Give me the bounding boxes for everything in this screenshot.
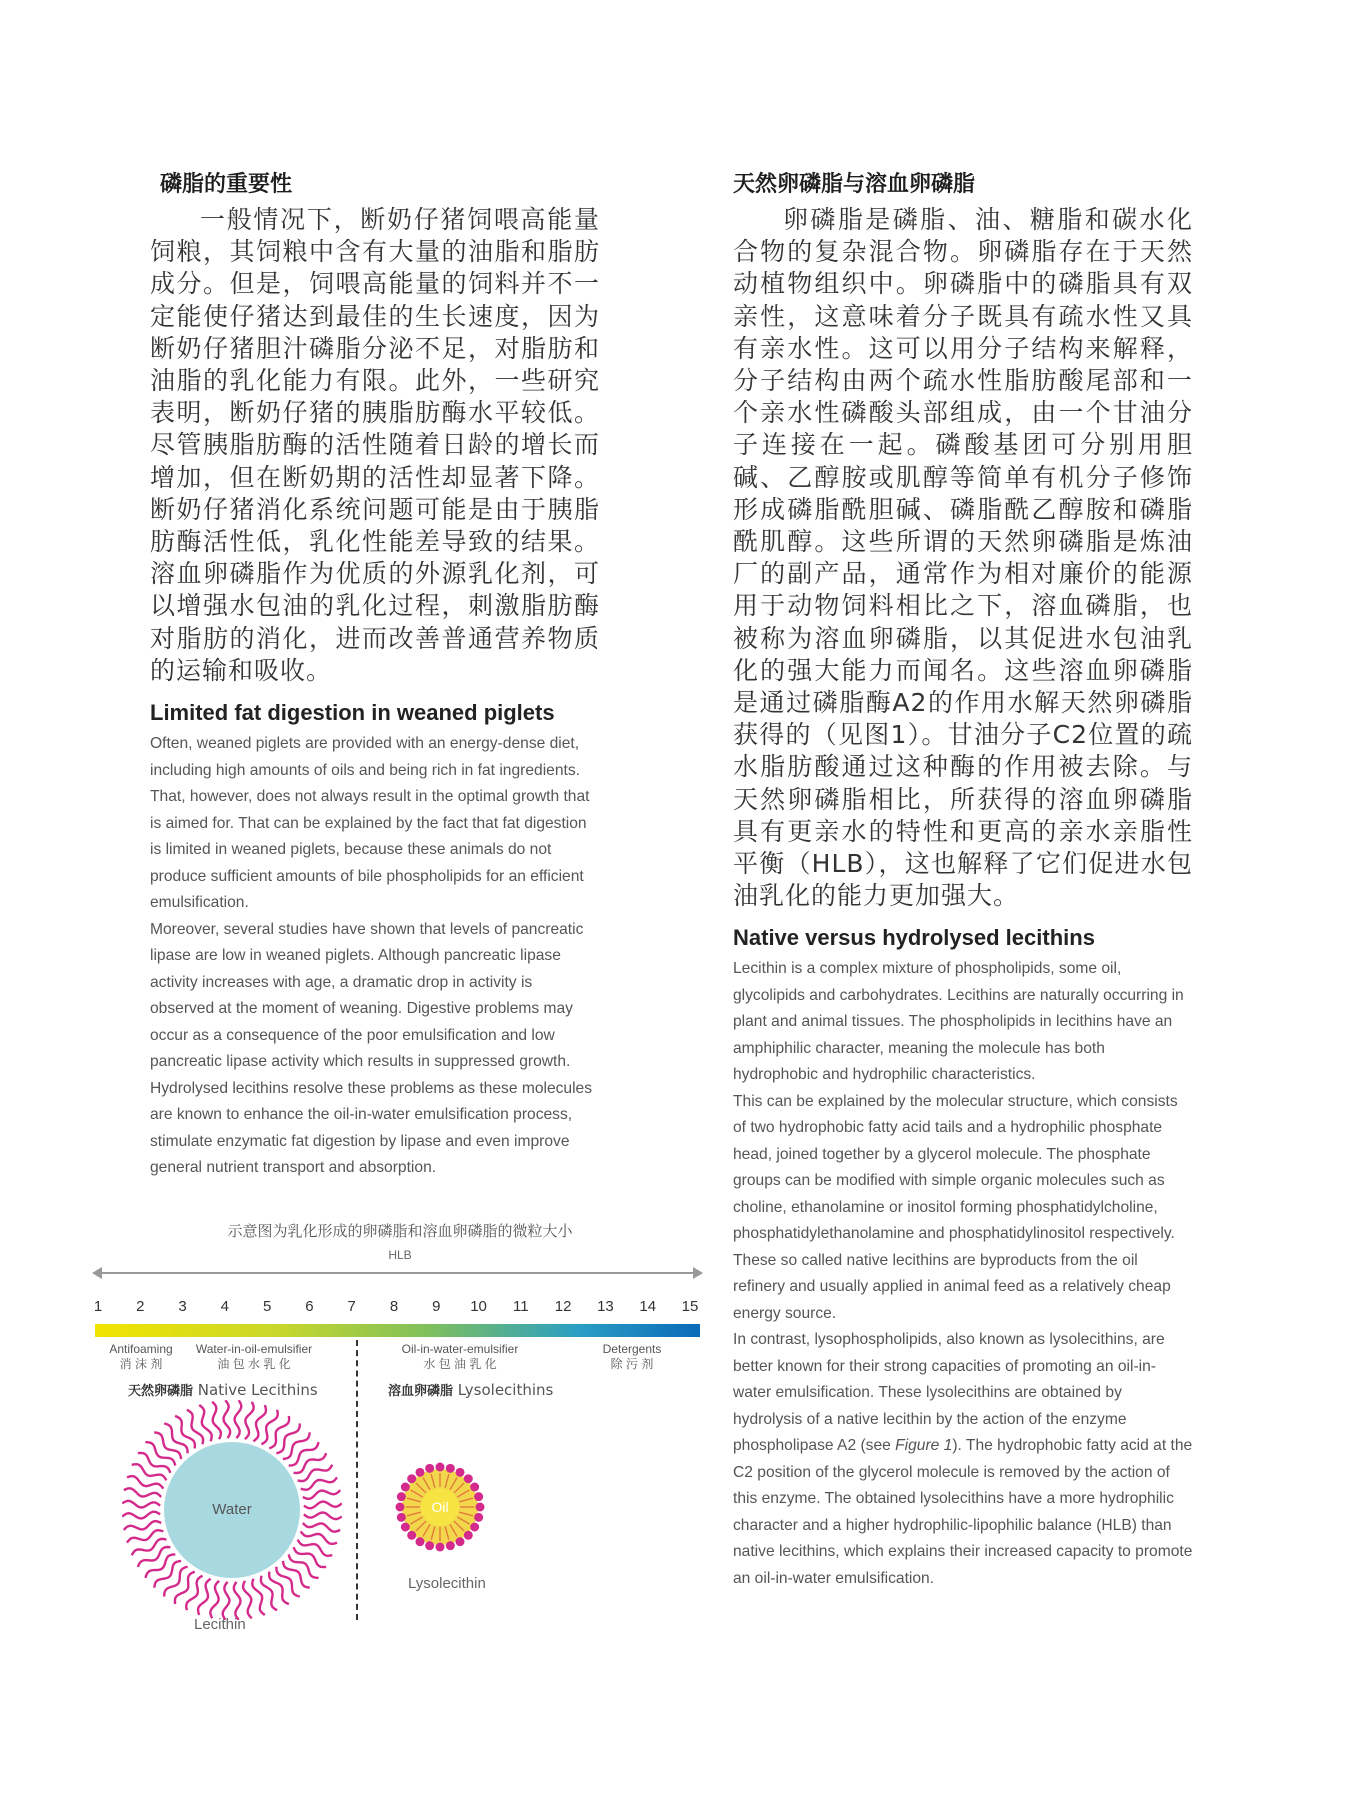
- right-en-paragraph-3: [733, 1327, 1193, 1592]
- lecithin-tail: [304, 1513, 342, 1520]
- right-cn-heading: 天然卵磷脂与溶血卵磷脂: [733, 172, 976, 197]
- right-column: [733, 170, 1193, 1592]
- paragraph-3-part-a: In contrast, lysophospholipids, also known as lysolecithins, are better known for their strong capacities of promoting an oil-in-water emulsification. These lysolecithins are obtained by hydrolysis of a native lecithin by the action of the enzyme phospholipase A2 (see: [733, 1331, 1165, 1455]
- lecithin-tail: [223, 1582, 230, 1620]
- hlb-scale-number: 5: [262, 1298, 272, 1315]
- right-en-paragraph-1: Lecithin is a complex mixture of phospholipids, some oil, glycolipids and carbohydrates. Lecithins are naturally occurring in plant and animal tissues. The phospholipids in lecithins have an amphiphilic character, meaning the molecule has both hydrophobic and hydrophilic characteristics.: [733, 960, 1184, 1084]
- lecithin-tail: [303, 1490, 340, 1499]
- lyso-head: [456, 1537, 465, 1546]
- lecithin-tail: [122, 1512, 160, 1519]
- lecithin-tail: [124, 1488, 161, 1497]
- lecithin-tail: [124, 1521, 161, 1530]
- left-en-paragraph-1: Often, weaned piglets are provided with an energy-dense diet, including high amounts of oils and being rich in fat ingredients. That, however, does not always result in the optimal growth that is aimed for. That can be explained by the fact that fat digestion is limited in weaned piglets, because these animals do not produce sufficient amounts of bile phospholipids for an efficient emulsification.: [150, 735, 590, 912]
- category-oil-in-water: [390, 1342, 530, 1372]
- right-cn-body: 卵磷脂是磷脂、油、糖脂和碳水化合物的复杂混合物。卵磷脂存在于天然动植物组织中。卵磷脂中的磷脂具有双亲性，这意味着分子既具有疏水性又具有亲水性。这可以用分子结构来解释，分子结构由两个疏水性脂肪酸尾部和一个亲水性磷酸头部组成，由一个甘油分子连接在一起。磷酸基团可分别用胆碱、乙醇胺或肌醇等简单有机分子修饰形成磷脂酰胆碱、磷脂酰乙醇胺和磷脂酰肌醇。这些所谓的天然卵磷脂是炼油厂的副产品，通常作为相对廉价的能源用于动物饲料相比之下，溶血磷脂，也被称为溶血卵磷脂，以其促进水包油乳化的强大能力而闻名。这些溶血卵磷脂是通过磷脂酶A2的作用水解天然卵磷脂获得的（见图1）。甘油分子C2位置的疏水脂肪酸通过这种酶的作用被去除。与天然卵磷脂相比，所获得的溶血卵磷脂具有更亲水的特性和更高的亲水亲脂性平衡（HLB），这也解释了它们促进水包油乳化的能力更加强大。: [733, 205, 1193, 911]
- category-antifoaming: [106, 1342, 176, 1372]
- lyso-head: [464, 1531, 473, 1540]
- figure-caption: 示意图为乳化形成的卵磷脂和溶血卵磷脂的微粒大小: [227, 1222, 573, 1240]
- category-cn: 水 包 油 乳 化: [423, 1357, 497, 1371]
- category-en: Antifoaming: [109, 1342, 173, 1356]
- hlb-axis-line: [98, 1272, 693, 1274]
- lyso-head: [464, 1474, 473, 1483]
- lyso-head: [425, 1464, 434, 1473]
- hlb-figure: [90, 1220, 710, 1633]
- lyso-head: [396, 1503, 405, 1512]
- left-en-paragraph-2: Moreover, several studies have shown that levels of pancreatic lipase are low in weaned piglets. Although pancreatic lipase activity increases with age, a dramatic drop in activity is observed at the moment of weaning. Digestive problems may occur as a consequence of the poor emulsification and low pancreatic lipase activity which results in suppressed growth. Hydrolysed lecithins resolve these problems as these molecules are known to enhance the oil-in-water emulsification process, stimulate enzymatic fat digestion by lipase and even improve general nutrient transport and absorption.: [150, 920, 593, 1177]
- lyso-head: [470, 1523, 479, 1532]
- right-en-paragraph-2: This can be explained by the molecular structure, which consists of two hydrophobic fatty acid tails and a hydrophilic phosphate head, joined together by a glycerol molecule. The phosphate groups can be modified with simple organic molecules such as choline, ethanolamine or inositol forming phosphatidylcholine, phosphatidylethanolamine and phosphatidylinositol respectively. These so called native lecithins are byproducts from the oil refinery and usually applied in animal feed as a relatively cheap energy source.: [733, 1092, 1178, 1322]
- lysolecithin-caption: Lysolecithin: [408, 1575, 486, 1592]
- oil-core: Oil: [421, 1488, 459, 1526]
- lyso-head: [446, 1541, 455, 1550]
- hlb-scale-number: 9: [432, 1298, 441, 1315]
- left-column: [150, 170, 600, 1182]
- hlb-scale-number: 14: [639, 1298, 657, 1315]
- hlb-scale-number: 10: [470, 1298, 487, 1315]
- lyso-en: Lysolecithins: [457, 1381, 554, 1399]
- lecithin-tail: [303, 1523, 340, 1532]
- lecithin-tail: [210, 1581, 219, 1618]
- lyso-head: [416, 1468, 425, 1477]
- lyso-head: [474, 1513, 483, 1522]
- lecithin-tail: [245, 1402, 254, 1439]
- lyso-head: [476, 1503, 485, 1512]
- lyso-head: [401, 1483, 410, 1492]
- lecithin-tail: [198, 1579, 211, 1615]
- water-core: Water: [164, 1442, 300, 1578]
- lysolecithins-label: [388, 1380, 553, 1399]
- lyso-head: [456, 1468, 465, 1477]
- category-detergents: [592, 1342, 672, 1372]
- category-cn: 油 包 水 乳 化: [217, 1357, 291, 1371]
- lyso-head: [436, 1463, 445, 1472]
- figure-reference: Figure 1: [895, 1437, 953, 1455]
- lecithin-tail: [122, 1501, 160, 1508]
- lyso-head: [397, 1492, 406, 1501]
- lecithin-tail: [234, 1582, 241, 1620]
- right-en-heading: Native versus hydrolysed lecithins: [733, 925, 1095, 951]
- hlb-scale-number: 11: [513, 1298, 529, 1315]
- lecithin-tail: [235, 1400, 242, 1438]
- left-en-heading: Limited fat digestion in weaned piglets: [150, 700, 555, 726]
- lyso-head: [474, 1492, 483, 1501]
- hlb-scale-number: 1: [93, 1298, 103, 1315]
- hlb-scale-number: 3: [178, 1298, 187, 1315]
- lecithin-tail: [224, 1400, 231, 1438]
- lecithin-tail: [301, 1531, 337, 1544]
- hlb-scale-number: 7: [347, 1298, 356, 1315]
- hlb-scale-number: 6: [305, 1298, 314, 1315]
- lyso-head: [401, 1523, 410, 1532]
- category-cn: 消 沫 剂: [119, 1357, 163, 1371]
- lyso-head: [436, 1543, 445, 1552]
- hlb-scale-number: 8: [389, 1298, 399, 1315]
- hlb-scale-number: 13: [597, 1298, 614, 1315]
- hlb-scale-number: 15: [681, 1298, 699, 1315]
- lyso-head: [446, 1464, 455, 1473]
- lyso-head: [416, 1537, 425, 1546]
- lyso-head: [407, 1474, 416, 1483]
- category-en: Oil-in-water-emulsifier: [401, 1342, 519, 1356]
- arrow-right-icon: [693, 1267, 703, 1279]
- lyso-head: [397, 1513, 406, 1522]
- lyso-head: [425, 1541, 434, 1550]
- lecithin-tail: [304, 1502, 342, 1509]
- native-cn: 天然卵磷脂: [128, 1384, 194, 1399]
- category-en: Detergents: [602, 1342, 662, 1356]
- category-en: Water-in-oil-emulsifier: [195, 1342, 313, 1356]
- native-en: Native Lecithins: [197, 1381, 318, 1399]
- paragraph-3-part-b: ). The hydrophobic fatty acid at the C2 position of the glycerol molecule is removed by the action of this enzyme. The obtained lysolecithins have a more hydrophilic character and a higher hydrophilic-lipophilic balance (HLB) than native lecithins, which explains their increased capacity to promote an oil-in-water emulsification.: [733, 1437, 1193, 1587]
- lyso-head: [407, 1531, 416, 1540]
- native-lecithins-label: [128, 1380, 318, 1399]
- lyso-head: [470, 1483, 479, 1492]
- category-water-in-oil: [184, 1342, 324, 1372]
- left-cn-heading: 磷脂的重要性: [160, 172, 293, 197]
- lecithin-tail: [253, 1405, 266, 1441]
- hlb-gradient-bar: [95, 1324, 700, 1337]
- lecithin-tail: [212, 1402, 221, 1439]
- lecithin-tail: [243, 1581, 252, 1618]
- lecithin-caption: Lecithin: [194, 1616, 246, 1633]
- left-cn-body: 一般情况下，断奶仔猪饲喂高能量饲粮，其饲粮中含有大量的油脂和脂肪成分。但是，饲喂高能量的饲料并不一定能使仔猪达到最佳的生长速度，因为断奶仔猪胆汁磷脂分泌不足，对脂肪和油脂的乳化能力有限。此外，一些研究表明，断奶仔猪的胰脂肪酶水平较低。尽管胰脂肪酶的活性随着日龄的增长而增加，但在断奶期的活性却显著下降。断奶仔猪消化系统问题可能是由于胰脂肪酶活性低，乳化性能差导致的结果。溶血卵磷脂作为优质的外源乳化剂，可以增强水包油的乳化过程，刺激脂肪酶对脂肪的消化，进而改善普通营养物质的运输和吸收。: [150, 205, 600, 685]
- hlb-label: HLB: [388, 1248, 412, 1262]
- lecithin-tail: [127, 1476, 163, 1489]
- hlb-scale-number: 2: [136, 1298, 145, 1315]
- category-cn: 除 污 剂: [610, 1357, 654, 1371]
- lyso-cn: 溶血卵磷脂: [388, 1384, 454, 1399]
- hlb-scale-number: 4: [220, 1298, 230, 1315]
- dashed-divider: [356, 1340, 358, 1620]
- hlb-scale-number: 12: [554, 1298, 572, 1315]
